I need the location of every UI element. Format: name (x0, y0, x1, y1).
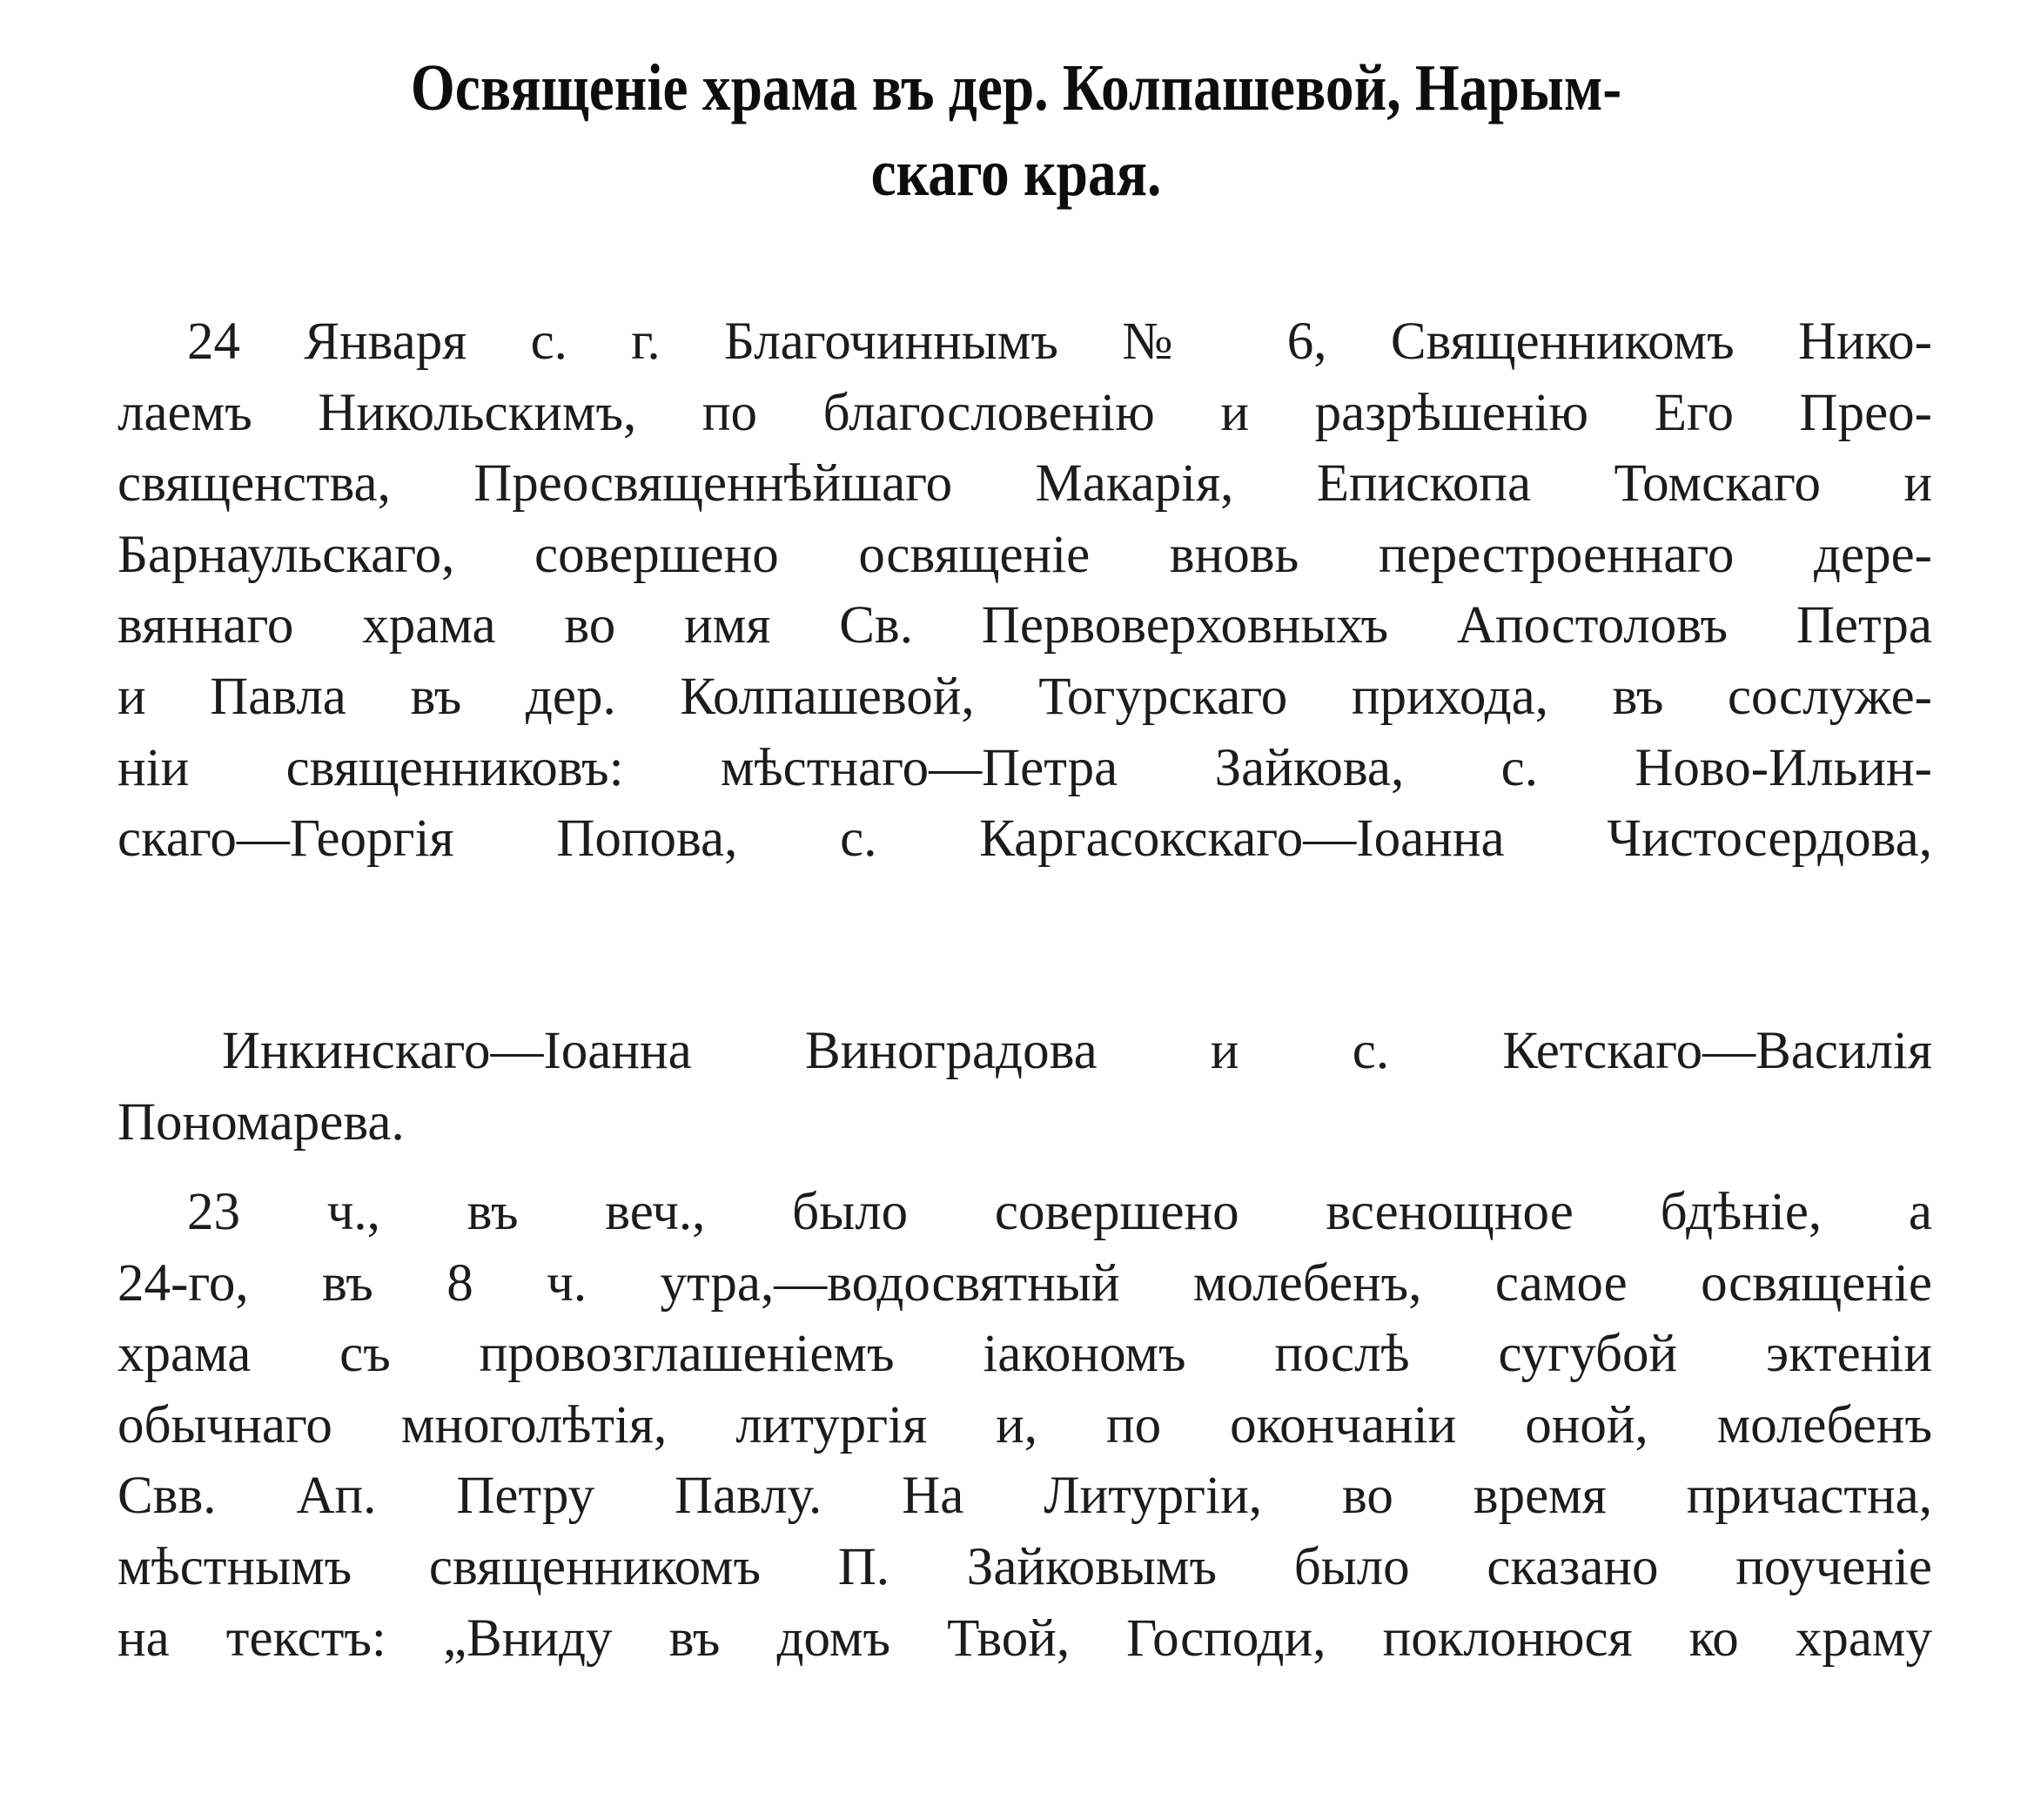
text-line: мѣстнымъ священникомъ П. Зайковымъ было сказано поученіе (117, 1537, 1932, 1596)
paragraph-2 (117, 1016, 1932, 1158)
title-line-1: Освященіе храма въ дер. Колпашевой, Нарым- (410, 51, 1622, 124)
text-line: Пономарева. (117, 1092, 405, 1152)
text-line: и Павла въ дер. Колпашевой, Тогурскаго прихода, въ сослуже- (117, 667, 1932, 726)
text-line: храма съ провозглашеніемъ іакономъ послѣ сугубой эктеніи (117, 1325, 1932, 1384)
text-line: 23 ч., въ веч., было совершено всенощное бдѣніе, а (187, 1183, 1932, 1241)
text-line: Инкинскаго—Іоанна Виноградова и с. Кетскаго—Василія (222, 1022, 1932, 1080)
text-line: священства, Преосвященнѣйшаго Макарія, Епископа Томскаго и (117, 454, 1932, 514)
text-line: ніи священниковъ: мѣстнаго—Петра Зайкова, с. Ново-Ильин- (117, 738, 1932, 797)
text-line: Барнаульскаго, совершено освященіе вновь перестроеннаго дере- (117, 525, 1932, 584)
text-line: вяннаго храма во имя Св. Первоверховныхъ Апостоловъ Петра (117, 596, 1932, 655)
paragraph-3 (117, 1177, 1932, 1674)
text-line: 24 Января с. г. Благочиннымъ № 6, Священникомъ Нико- (187, 312, 1932, 371)
title-line-2: скаго края. (870, 137, 1162, 210)
article-title (225, 45, 1808, 216)
text-line: обычнаго многолѣтія, литургія и, по окончаніи оной, молебенъ (117, 1395, 1932, 1454)
text-line: лаемъ Никольскимъ, по благословенію и разрѣшенію Его Прео- (117, 383, 1932, 442)
text-line: Свв. Ап. Петру Павлу. На Литургіи, во время причастна, (117, 1467, 1932, 1526)
text-line: скаго—Георгія Попова, с. Каргасокскаго—Іоанна Чистосердова, (117, 809, 1932, 869)
text-line: на текстъ: „Вниду въ домъ Твой, Господи, поклонюся ко храму (117, 1608, 1932, 1668)
paragraph-1 (117, 306, 1932, 875)
text-line: 24-го, въ 8 ч. утра,—водосвятный молебенъ, самое освященіе (117, 1253, 1932, 1313)
